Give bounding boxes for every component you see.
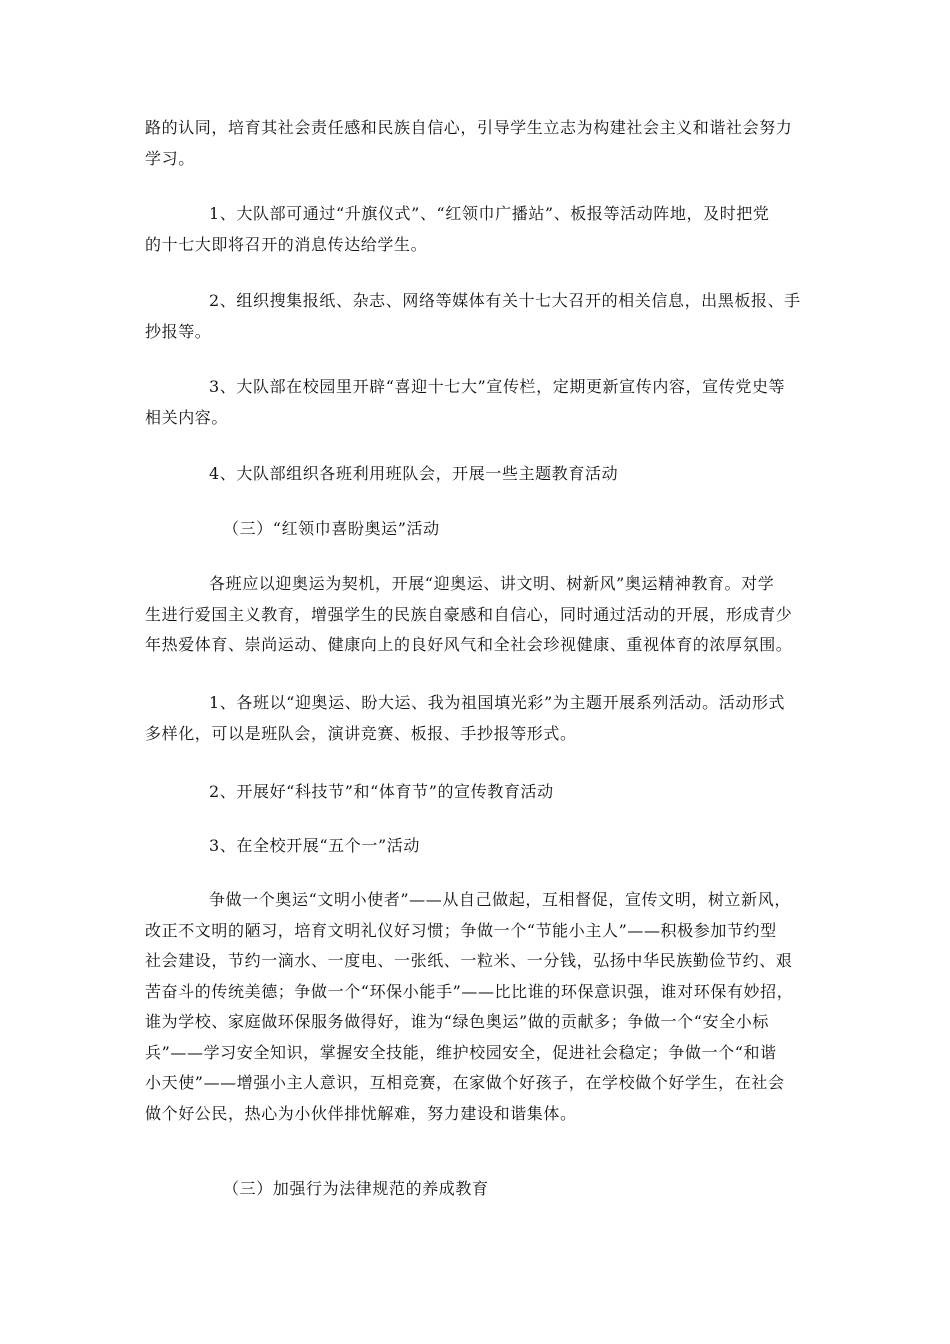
text-line: 相关内容。 (145, 407, 229, 427)
text-line: 3、在全校开展“五个一”活动 (209, 836, 420, 855)
text-line: 多样化，可以是班队会，演讲竞赛、板报、手抄报等形式。 (145, 723, 577, 743)
text-line: 小天使”——增强小主人意识，互相竞赛，在家做个好孩子，在学校做个好学生，在社会 (145, 1073, 785, 1092)
text-line: 苦奋斗的传统美德；争做一个“环保小能手”——比比谁的环保意识强，谁对环保有妙招， (145, 981, 794, 1001)
section-heading-olympics (145, 514, 810, 545)
section-heading-behavior-education (145, 1174, 810, 1205)
text-line: 年热爱体育、崇尚运动、健康向上的良好风气和全社会珍视健康、重视体育的浓厚氛围。 (145, 635, 793, 654)
text-line: 生进行爱国主义教育，增强学生的民族自豪感和自信心，同时通过活动的开展，形成青少 (145, 604, 793, 624)
text-line: 的十七大即将召开的消息传达给学生。 (145, 234, 428, 254)
text-line: 抄报等。 (145, 321, 212, 341)
text-line: 3、大队部在校园里开辟“喜迎十七大”宣传栏，定期更新宣传内容，宣传党史等 (209, 377, 786, 396)
text-line: 1、各班以“迎奥运、盼大运、我为祖国填光彩”为主题开展系列活动。活动形式 (209, 693, 786, 712)
list-item-4-class-meeting (145, 459, 810, 490)
paragraph-intro-continuation (145, 113, 810, 174)
text-line: 做个好公民，热心为小伙伴排忧解难，努力建设和谐集体。 (145, 1103, 577, 1123)
text-line: 1、大队部可通过“升旗仪式”、“红领巾广播站”、板报等活动阵地，及时把党 (209, 204, 770, 223)
text-line: （三）“红领巾喜盼奥运”活动 (223, 519, 440, 538)
text-line: 社会建设，节约一滴水、一度电、一张纸、一粒米、一分钱，弘扬中华民族勤俭节约、艰 (145, 951, 793, 970)
text-line: （三）加强行为法律规范的养成教育 (223, 1179, 489, 1198)
list-item-1-theme-activities (145, 688, 810, 749)
list-item-3-five-ones (145, 831, 810, 862)
paragraph-olympics-intro (145, 569, 810, 661)
text-line: 兵”——学习安全知识，掌握安全技能，维护校园安全，促进社会稳定；争做一个“和谐 (145, 1042, 777, 1062)
list-item-1-broadcast (145, 199, 810, 260)
text-line: 各班应以迎奥运为契机，开展“迎奥运、讲文明、树新风”奥运精神教育。对学 (209, 574, 775, 593)
paragraph-five-ones-detail (145, 885, 810, 1129)
text-line: 争做一个奥运“文明小使者”——从自己做起，互相督促，宣传文明，树立新风， (209, 890, 791, 909)
text-line: 路的认同，培育其社会责任感和民族自信心，引导学生立志为构建社会主义和谐社会努力 (145, 118, 793, 137)
list-item-3-bulletin (145, 372, 810, 433)
text-line: 谁为学校、家庭做环保服务做得好，谁为“绿色奥运”做的贡献多；争做一个“安全小标 (145, 1012, 769, 1031)
text-line: 4、大队部组织各班利用班队会，开展一些主题教育活动 (209, 464, 619, 483)
text-line: 2、开展好“科技节”和“体育节”的宣传教育活动 (209, 782, 554, 801)
list-item-2-festivals (145, 777, 810, 808)
text-line: 改正不文明的陋习，培育文明礼仪好习惯；争做一个“节能小主人”——积极参加节约型 (145, 920, 777, 940)
text-line: 2、组织搜集报纸、杂志、网络等媒体有关十七大召开的相关信息，出黑板报、手 (209, 291, 801, 310)
list-item-2-collect-info (145, 286, 810, 347)
text-line: 学习。 (145, 148, 195, 168)
